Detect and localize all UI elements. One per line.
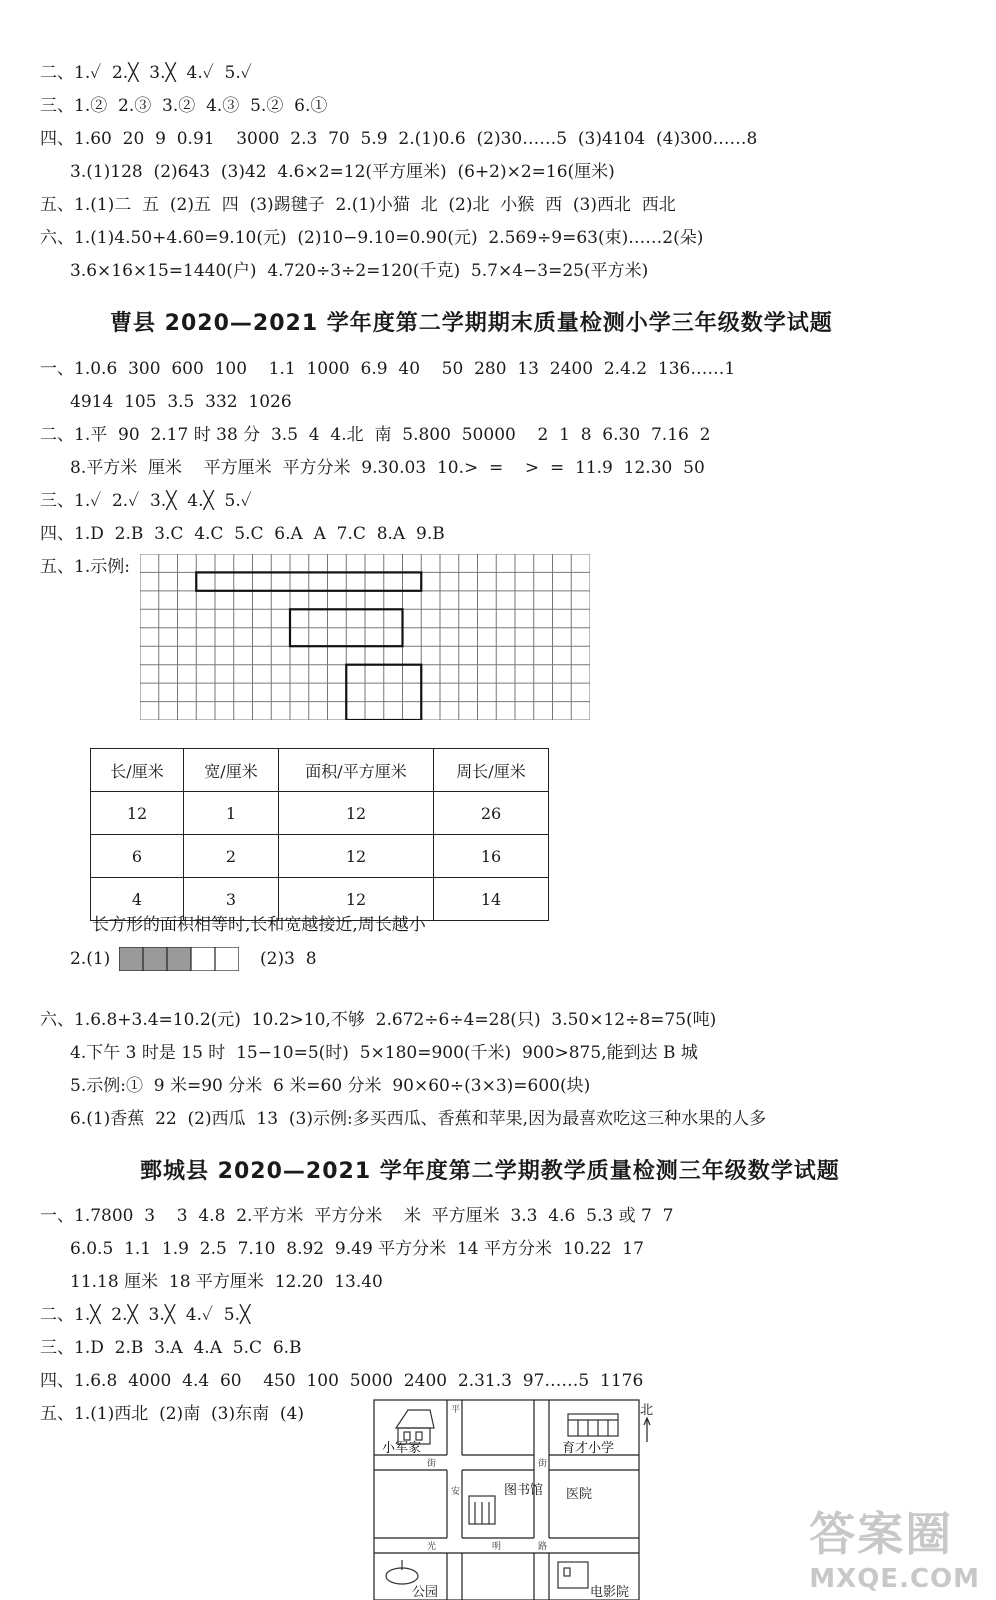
table-cell: 16 (434, 835, 549, 878)
answer-line: 四、1.60 20 9 0.91 3000 2.3 70 5.9 2.(1)0.6 (2)30……5 (3)4104 (4)300……8 (40, 129, 758, 149)
answer-line: 4.下午 3 时是 15 时 15−10=5(时) 5×180=900(千米) 900>875,能到达 B 城 (70, 1043, 698, 1063)
table-cell: 26 (434, 792, 549, 835)
answer-line: 四、1.6.8 4000 4.4 60 450 100 5000 2400 2.31.3 97……5 1176 (40, 1371, 644, 1391)
table-cell: 12 (91, 792, 184, 835)
watermark-text: 答案圈 (809, 1507, 954, 1561)
conclusion-text: 长方形的面积相等时,长和宽越接近,周长越小 (92, 915, 426, 935)
answer-line: 一、1.0.6 300 600 100 1.1 1000 6.9 40 50 280 13 2400 2.4.2 136……1 (40, 359, 736, 379)
place-label: 医院 (566, 1487, 593, 1502)
street-label: 明 (492, 1542, 502, 1552)
answer-line: 一、1.7800 3 3 4.8 2.平方米 平方分米 米 平方厘米 3.3 4.6 5.3 或 7 7 (40, 1206, 674, 1226)
answer-line: 6.(1)香蕉 22 (2)西瓜 13 (3)示例:多买西瓜、香蕉和苹果,因为最喜欢吃这三种水果的人多 (70, 1109, 767, 1129)
north-label: 北 (640, 1403, 654, 1418)
answer-line: 4914 105 3.5 332 1026 (70, 392, 292, 412)
example-label: 五、1.示例: (40, 557, 130, 577)
q2-answer: (2)3 8 (260, 949, 317, 969)
street-map (372, 1398, 662, 1600)
answer-line: 五、1.(1)二 五 (2)五 四 (3)踢毽子 2.(1)小猫 北 (2)北 小猴 西 (3)西北 西北 (40, 195, 676, 215)
answer-line: 8.平方米 厘米 平方厘米 平方分米 9.30.03 10.> = > = 11.9 12.30 50 (70, 458, 705, 478)
place-label: 公园 (412, 1585, 439, 1600)
table-cell: 1 (184, 792, 279, 835)
grid-lines (140, 554, 590, 720)
street-label: 路 (538, 1542, 548, 1552)
grid-diagram (140, 554, 590, 720)
place-label: 电影院 (590, 1585, 630, 1600)
table-cell: 12 (279, 835, 434, 878)
table-cell: 3 (184, 878, 279, 921)
answer-line: 三、1.D 2.B 3.A 4.A 5.C 6.B (40, 1338, 302, 1358)
answer-line: 四、1.D 2.B 3.C 4.C 5.C 6.A A 7.C 8.A 9.B (40, 524, 445, 544)
answer-line: 6.0.5 1.1 1.9 2.5 7.10 8.92 9.49 平方分米 14 平方分米 10.22 17 (70, 1239, 644, 1259)
q2-label: 2.(1) (70, 949, 111, 969)
street-label: 安 (451, 1487, 461, 1497)
table-cell: 6 (91, 835, 184, 878)
street-label: 平 (451, 1405, 461, 1415)
answer-line: 二、1.✓ 2.╳ 3.╳ 4.✓ 5.✓ (40, 63, 252, 83)
watermark (809, 1498, 980, 1594)
answer-line: 六、1.(1)4.50+4.60=9.10(元) (2)10−9.10=0.90(元) 2.569÷9=63(束)……2(朵) (40, 228, 704, 248)
answer-line: 三、1.✓ 2.✓ 3.╳ 4.╳ 5.✓ (40, 491, 252, 511)
cinema-icon (558, 1562, 588, 1588)
answer-line: 二、1.平 90 2.17 时 38 分 3.5 4 4.北 南 5.800 50000 2 1 8 6.30 7.16 2 (40, 425, 711, 445)
north-arrow-icon (644, 1418, 650, 1442)
place-label: 图书馆 (504, 1483, 544, 1498)
table-cell: 2 (184, 835, 279, 878)
table-row (91, 835, 549, 878)
result-table (90, 748, 549, 921)
table-cell: 4 (91, 878, 184, 921)
park-icon (386, 1560, 418, 1584)
library-icon (469, 1496, 495, 1524)
answer-line: 二、1.╳ 2.╳ 3.╳ 4.✓ 5.╳ (40, 1305, 251, 1325)
table-cell: 12 (279, 792, 434, 835)
school-icon (568, 1414, 618, 1436)
street-label: 光 (427, 1542, 437, 1552)
table-row (91, 792, 549, 835)
col-header: 长/厘米 (91, 749, 184, 792)
answer-line: 3.6×16×15=1440(户) 4.720÷3÷2=120(千克) 5.7×4−3=25(平方米) (70, 261, 649, 281)
section-title: 曹县 2020—2021 学年度第二学期期末质量检测小学三年级数学试题 (110, 311, 833, 336)
watermark-url: MXQE.COM (809, 1564, 980, 1594)
place-label: 小军家 (382, 1441, 422, 1456)
shaded-strip (119, 947, 239, 971)
table-cell: 12 (279, 878, 434, 921)
col-header: 面积/平方厘米 (279, 749, 434, 792)
section-title: 鄄城县 2020—2021 学年度第二学期教学质量检测三年级数学试题 (140, 1159, 840, 1184)
street-label: 街 (427, 1459, 437, 1469)
col-header: 宽/厘米 (184, 749, 279, 792)
answer-line: 三、1.② 2.③ 3.② 4.③ 5.② 6.① (40, 96, 328, 116)
place-label: 育才小学 (562, 1441, 615, 1456)
answer-line: 3.(1)128 (2)643 (3)42 4.6×2=12(平方厘米) (6+2)×2=16(厘米) (70, 162, 615, 182)
table-cell: 14 (434, 878, 549, 921)
answer-line: 11.18 厘米 18 平方厘米 12.20 13.40 (70, 1272, 383, 1292)
street-label: 街 (538, 1459, 548, 1469)
answer-line: 六、1.6.8+3.4=10.2(元) 10.2>10,不够 2.672÷6÷4=28(只) 3.50×12÷8=75(吨) (40, 1010, 717, 1030)
answer-line: 五、1.(1)西北 (2)南 (3)东南 (4) (40, 1404, 304, 1424)
house-icon (396, 1410, 434, 1444)
answer-line: 5.示例:① 9 米=90 分米 6 米=60 分米 90×60÷(3×3)=600(块) (70, 1076, 591, 1096)
col-header: 周长/厘米 (434, 749, 549, 792)
